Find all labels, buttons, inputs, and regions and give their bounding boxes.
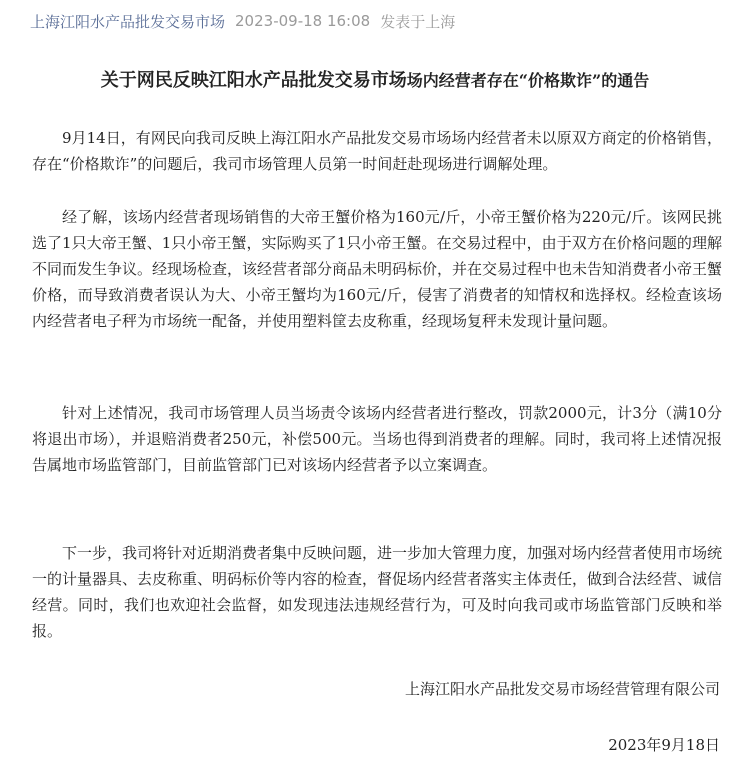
signature-company: 上海江阳水产品批发交易市场经营管理有限公司 [404,680,720,698]
account-name-link[interactable]: 上海江阳水产品批发交易市场 [30,12,226,31]
notice-title [0,66,750,92]
paragraph-penalty: 针对上述情况，我司市场管理人员当场责令该场内经营者进行整改，罚款2000元，计3分（满10分将退出市场），并退赔消费者250元，补偿500元。当场也得到消费者的理解。同时，我司将上述情况报告属地市场监管部门，目前监管部门已对该场内经营者予以立案调查。 [32,404,722,474]
paragraph-next-steps: 下一步，我司将针对近期消费者集中反映问题，进一步加大管理力度，加强对场内经营者使用市场统一的计量器具、去皮称重、明码标价等内容的检查，督促场内经营者落实主体责任，做到合法经营、诚信经营。同时，我们也欢迎社会监督，如发现违法违规经营行为，可及时向我司或市场监管部门反映和举报。 [32,544,723,640]
article-header [30,8,465,34]
paragraph-incident: 9月14日，有网民向我司反映上海江阳水产品批发交易市场场内经营者未以原双方商定的价格销售，存在“价格欺诈”的问题后，我司市场管理人员第一时间赶赴现场进行调解处理。 [32,129,722,173]
notice-title-sub: 场内经营者存在“价格欺诈”的通告 [406,71,650,90]
publish-datetime: 2023-09-18 16:08 [235,12,371,30]
publish-location: 发表于上海 [380,12,456,31]
signature-date: 2023年9月18日 [608,736,720,754]
paragraph-findings: 经了解，该场内经营者现场销售的大帝王蟹价格为160元/斤，小帝王蟹价格为220元/斤。该网民挑选了1只大帝王蟹、1只小帝王蟹，实际购买了1只小帝王蟹。在交易过程中，由于双方在价格问题的理解不同而发生争议。经现场检查，该经营者部分商品未明码标价，并在交易过程中也未告知消费者小帝王蟹价格，而导致消费者误认为大、小帝王蟹均为160元/斤，侵害了消费者的知情权和选择权。经检查该场内经营者电子秤为市场统一配备，并使用塑料筐去皮称重，经现场复秤未发现计量问题。 [32,208,723,330]
notice-title-main: 关于网民反映江阳水产品批发交易市场 [100,70,407,91]
